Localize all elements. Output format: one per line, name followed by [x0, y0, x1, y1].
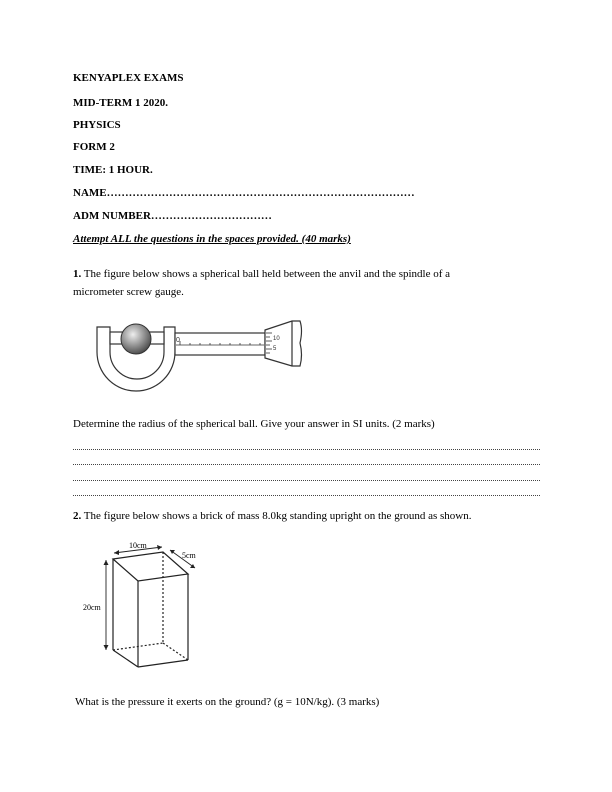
adm-number-field[interactable]: ADM NUMBER……………………………	[73, 210, 272, 222]
form-level: FORM 2	[73, 141, 115, 153]
depth-label: 5cm	[182, 551, 196, 560]
thimble-5: 5	[273, 346, 277, 352]
brick-figure	[75, 535, 220, 675]
question-number: 1.	[73, 268, 82, 280]
width-label: 10cm	[129, 541, 147, 550]
thimble-10: 10	[273, 336, 280, 342]
question-number: 2.	[73, 510, 82, 522]
question-text: The figure below shows a spherical ball held between the anvil and the spindle of a	[81, 268, 451, 280]
question-1-text	[73, 268, 450, 280]
question-text: The figure below shows a brick of mass 8.0kg standing upright on the ground as shown.	[81, 510, 472, 522]
micrometer-figure	[90, 315, 320, 400]
answer-line[interactable]	[73, 495, 540, 496]
question-1-prompt: Determine the radius of the spherical ball. Give your answer in SI units. (2 marks)	[73, 418, 435, 430]
time-allowed: TIME: 1 HOUR.	[73, 164, 153, 176]
question-1-text-cont: micrometer screw gauge.	[73, 286, 184, 298]
scale-zero: 0	[176, 337, 180, 344]
answer-line[interactable]	[73, 480, 540, 481]
name-field[interactable]: NAME…………………………………………………………………………	[73, 187, 415, 199]
instructions: Attempt ALL the questions in the spaces provided. (40 marks)	[73, 233, 351, 245]
school-name: KENYAPLEX EXAMS	[73, 72, 184, 84]
answer-line[interactable]	[73, 449, 540, 450]
exam-title: MID-TERM 1 2020.	[73, 97, 169, 109]
subject: PHYSICS	[73, 119, 121, 131]
question-2-text	[73, 510, 472, 522]
height-label: 20cm	[83, 603, 101, 612]
spherical-ball	[121, 324, 151, 354]
answer-line[interactable]	[73, 464, 540, 465]
question-2-prompt: What is the pressure it exerts on the ground? (g = 10N/kg). (3 marks)	[75, 696, 380, 708]
